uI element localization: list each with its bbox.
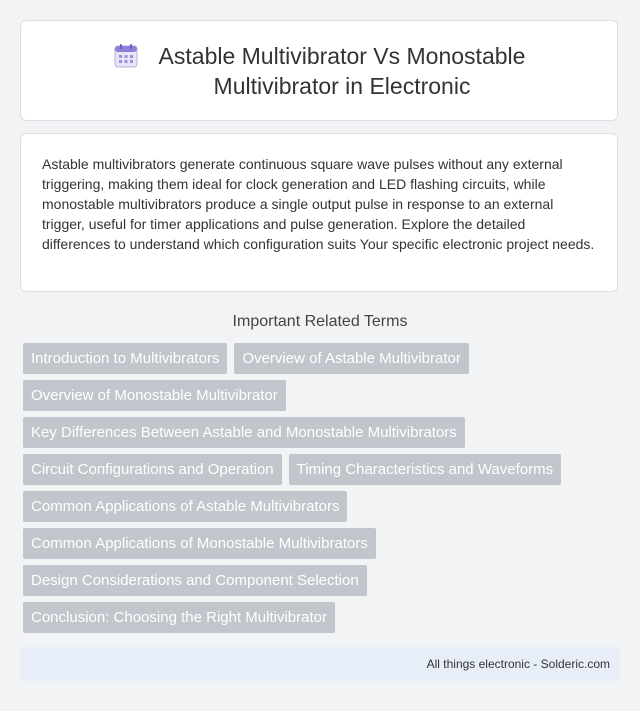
term-tag-overview-monostable[interactable]: Overview of Monostable Multivibrator xyxy=(23,380,286,411)
calendar-icon xyxy=(113,43,139,69)
related-terms-heading: Important Related Terms xyxy=(232,313,408,330)
description-text: Astable multivibrators generate continuous square wave pulses without any external triggering, making them ideal for clock generation and LED flashing circuits, while monostable multivibrators produce a single output pulse in response to an external trigger, useful for timer applications and pulse generation. Explore the detailed differences to understand which configuration suits Your specific electronic project needs. xyxy=(42,156,595,252)
description-card xyxy=(20,133,618,292)
tag-row xyxy=(23,417,623,448)
tag-row xyxy=(23,343,623,374)
related-terms-list xyxy=(23,343,623,639)
tag-row xyxy=(23,565,623,596)
tag-row xyxy=(23,528,623,559)
term-tag-timing-characteristics[interactable]: Timing Characteristics and Waveforms xyxy=(289,454,561,485)
page-title xyxy=(159,41,526,101)
page-title-line-1: Astable Multivibrator Vs Monostable xyxy=(158,42,526,69)
term-tag-circuit-configurations[interactable]: Circuit Configurations and Operation xyxy=(23,454,282,485)
term-tag-conclusion[interactable]: Conclusion: Choosing the Right Multivibrator xyxy=(23,602,335,633)
footer xyxy=(20,647,620,681)
tag-row xyxy=(23,380,623,411)
page-title-line-2: Multivibrator in Electronic xyxy=(213,72,471,99)
term-tag-introduction[interactable]: Introduction to Multivibrators xyxy=(23,343,227,374)
tag-row xyxy=(23,454,623,485)
title-card xyxy=(20,20,618,121)
title-wrap xyxy=(21,41,617,101)
term-tag-applications-astable[interactable]: Common Applications of Astable Multivibrators xyxy=(23,491,347,522)
term-tag-overview-astable[interactable]: Overview of Astable Multivibrator xyxy=(234,343,468,374)
footer-text: All things electronic - Solderic.com xyxy=(426,657,610,671)
tag-row xyxy=(23,602,623,633)
tag-row xyxy=(23,491,623,522)
term-tag-key-differences[interactable]: Key Differences Between Astable and Monostable Multivibrators xyxy=(23,417,465,448)
term-tag-applications-monostable[interactable]: Common Applications of Monostable Multivibrators xyxy=(23,528,376,559)
term-tag-design-considerations[interactable]: Design Considerations and Component Selection xyxy=(23,565,367,596)
